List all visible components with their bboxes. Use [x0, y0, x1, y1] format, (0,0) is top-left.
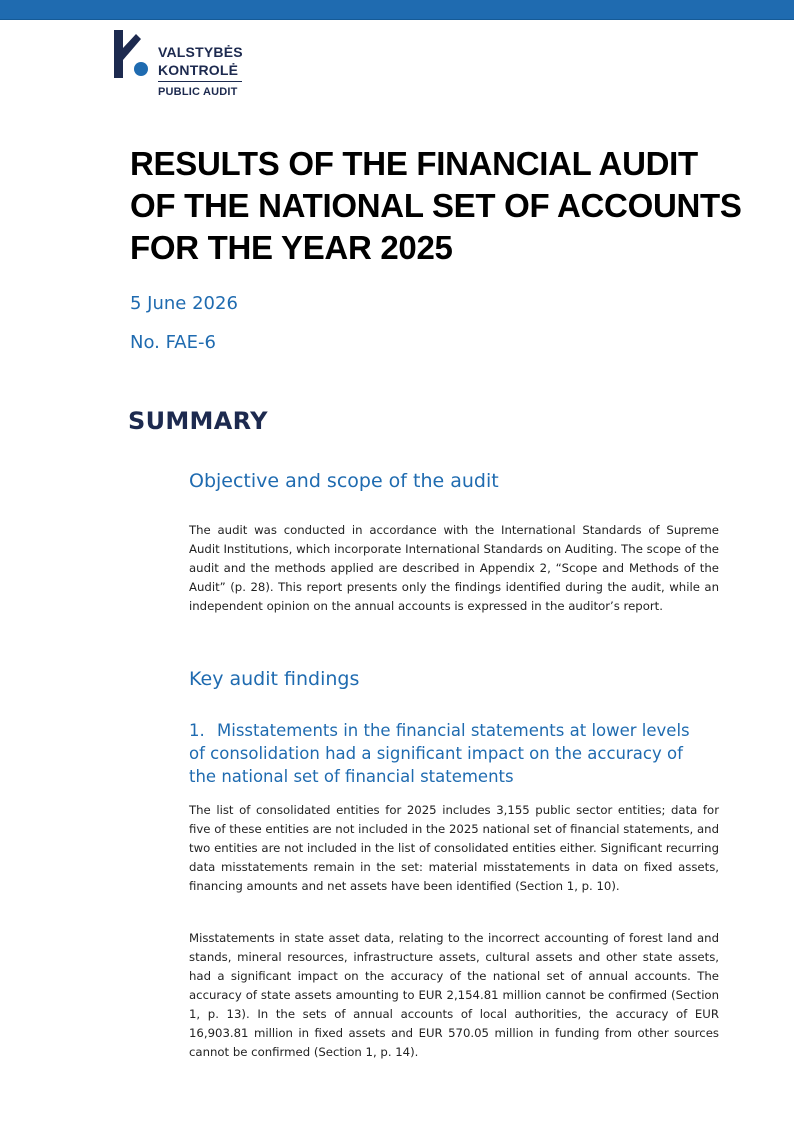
- objective-heading: Objective and scope of the audit: [189, 470, 499, 492]
- logo-line-1: VALSTYBĖS: [158, 44, 243, 60]
- logo-line-2: KONTROLĖ: [158, 62, 239, 78]
- finding-1-title-text: Misstatements in the financial statements at lower levels of consolidation had a significant impact on the accuracy of the national set of financial statements: [189, 721, 690, 786]
- finding-1-title: [189, 719, 699, 788]
- report-number: No. FAE-6: [130, 332, 216, 353]
- finding-1-number: 1.: [189, 721, 205, 740]
- logo-name: [158, 43, 243, 79]
- top-color-bar: [0, 0, 794, 20]
- report-date: 5 June 2026: [130, 293, 238, 314]
- summary-heading: SUMMARY: [128, 407, 268, 435]
- report-title: RESULTS OF THE FINANCIAL AUDIT OF THE NATIONAL SET OF ACCOUNTS FOR THE YEAR 2025: [130, 145, 742, 266]
- logo-mark-icon: [114, 30, 150, 80]
- finding-1-paragraph-1: The list of consolidated entities for 2025 includes 3,155 public sector entities; data for five of these entities are not included in the 2025 national set of financial statements, and two entities are not included in the list of consolidated entities either. Significant recurring data misstatements remain in the set: material misstatements in data on fixed assets, financing amounts and net assets have been identified (Section 1, p. 10).: [189, 803, 719, 893]
- institution-logo: [114, 30, 254, 102]
- objective-paragraph: The audit was conducted in accordance with the International Standards of Supreme Audit Institutions, which incorporate International Standards on Auditing. The scope of the audit and the methods applied are described in Appendix 2, “Scope and Methods of the Audit” (p. 28). This report presents only the findings identified during the audit, while an independent opinion on the annual accounts is expressed in the auditor’s report.: [189, 523, 719, 613]
- logo-subtitle: PUBLIC AUDIT: [158, 86, 238, 98]
- finding-1-paragraph-2: Misstatements in state asset data, relating to the incorrect accounting of forest land and stands, mineral resources, infrastructure assets, cultural assets and other state assets, had a significant impact on the accuracy of the national set of annual accounts. The accuracy of state assets amounting to EUR 2,154.81 million cannot be confirmed (Section 1, p. 13). In the sets of annual accounts of local authorities, the accuracy of EUR 16,903.81 million in fixed assets and EUR 570.05 million in funding from other sources cannot be confirmed (Section 1, p. 14).: [189, 931, 719, 1059]
- findings-heading: Key audit findings: [189, 668, 360, 690]
- logo-divider: [158, 81, 242, 82]
